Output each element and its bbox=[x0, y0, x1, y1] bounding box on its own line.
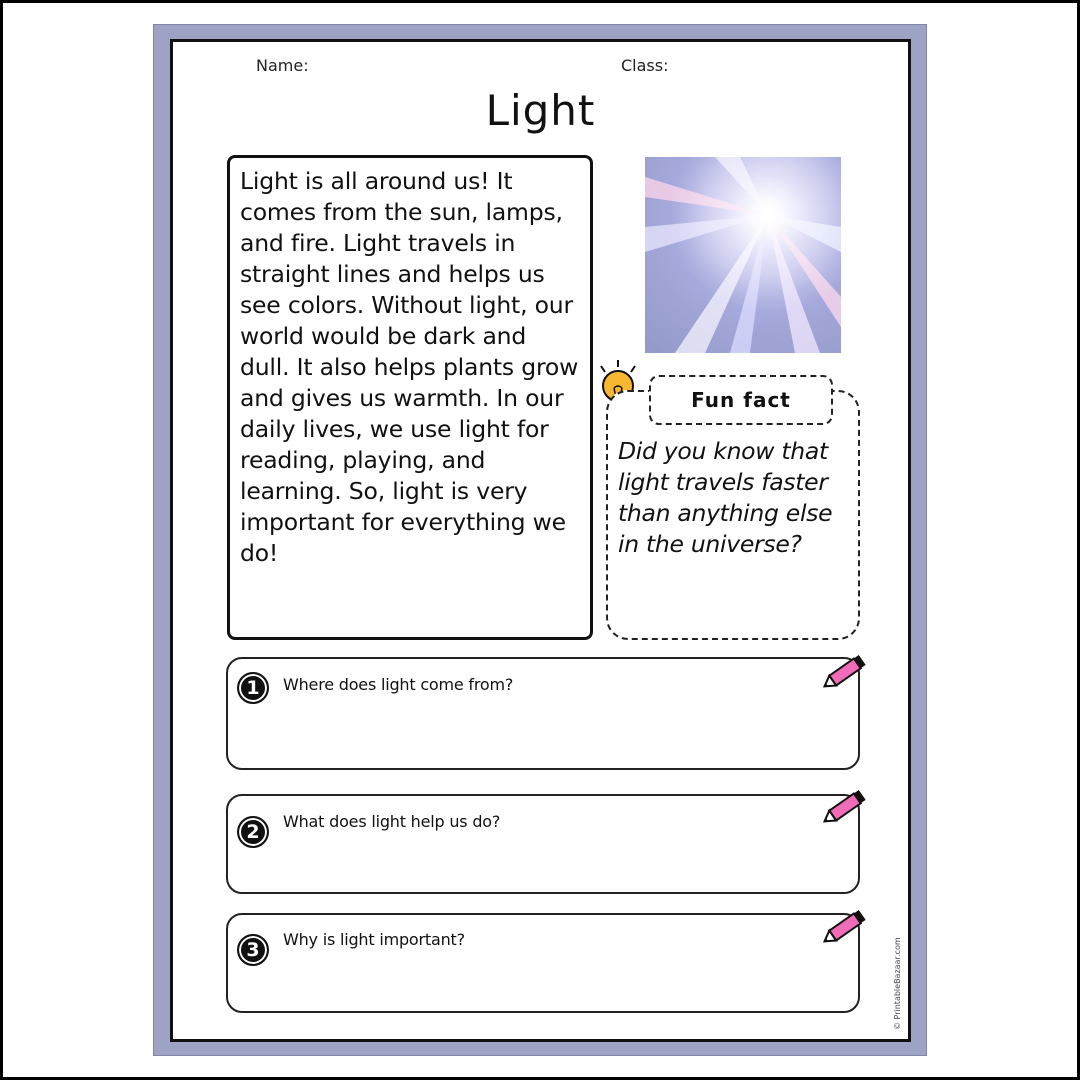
question-number-2: 2 bbox=[237, 816, 269, 848]
question-text-1: Where does light come from? bbox=[283, 675, 514, 694]
question-number-3: 3 bbox=[237, 934, 269, 966]
pencil-icon bbox=[818, 648, 872, 696]
question-text-2: What does light help us do? bbox=[283, 812, 501, 831]
fun-fact-text: Did you know that light travels faster than anything else in the universe? bbox=[618, 437, 833, 558]
name-label: Name: bbox=[256, 56, 309, 75]
question-number-1: 1 bbox=[237, 672, 269, 704]
light-rays-photo bbox=[645, 157, 841, 353]
pencil-icon bbox=[818, 903, 872, 951]
copyright-text: © PrintableBazaar.com bbox=[893, 937, 902, 1030]
question-text-3: Why is light important? bbox=[283, 930, 465, 949]
question-box-2[interactable] bbox=[226, 794, 860, 894]
pencil-icon bbox=[818, 783, 872, 831]
class-label: Class: bbox=[621, 56, 669, 75]
page-title: Light bbox=[485, 86, 596, 135]
reading-passage-text: Light is all around us! It comes from the sun, lamps, and fire. Light travels in straight lines and helps us see colors. Without light, our world would be dark and dull. It also helps plants grow and gives us warmth. In our daily lives, we use light for reading, playing, and learning. So, light is very important for everything we do! bbox=[240, 167, 579, 567]
reading-passage-box bbox=[227, 155, 593, 640]
fun-fact-heading: Fun fact bbox=[649, 375, 833, 425]
question-box-3[interactable] bbox=[226, 913, 860, 1013]
question-box-1[interactable] bbox=[226, 657, 860, 770]
